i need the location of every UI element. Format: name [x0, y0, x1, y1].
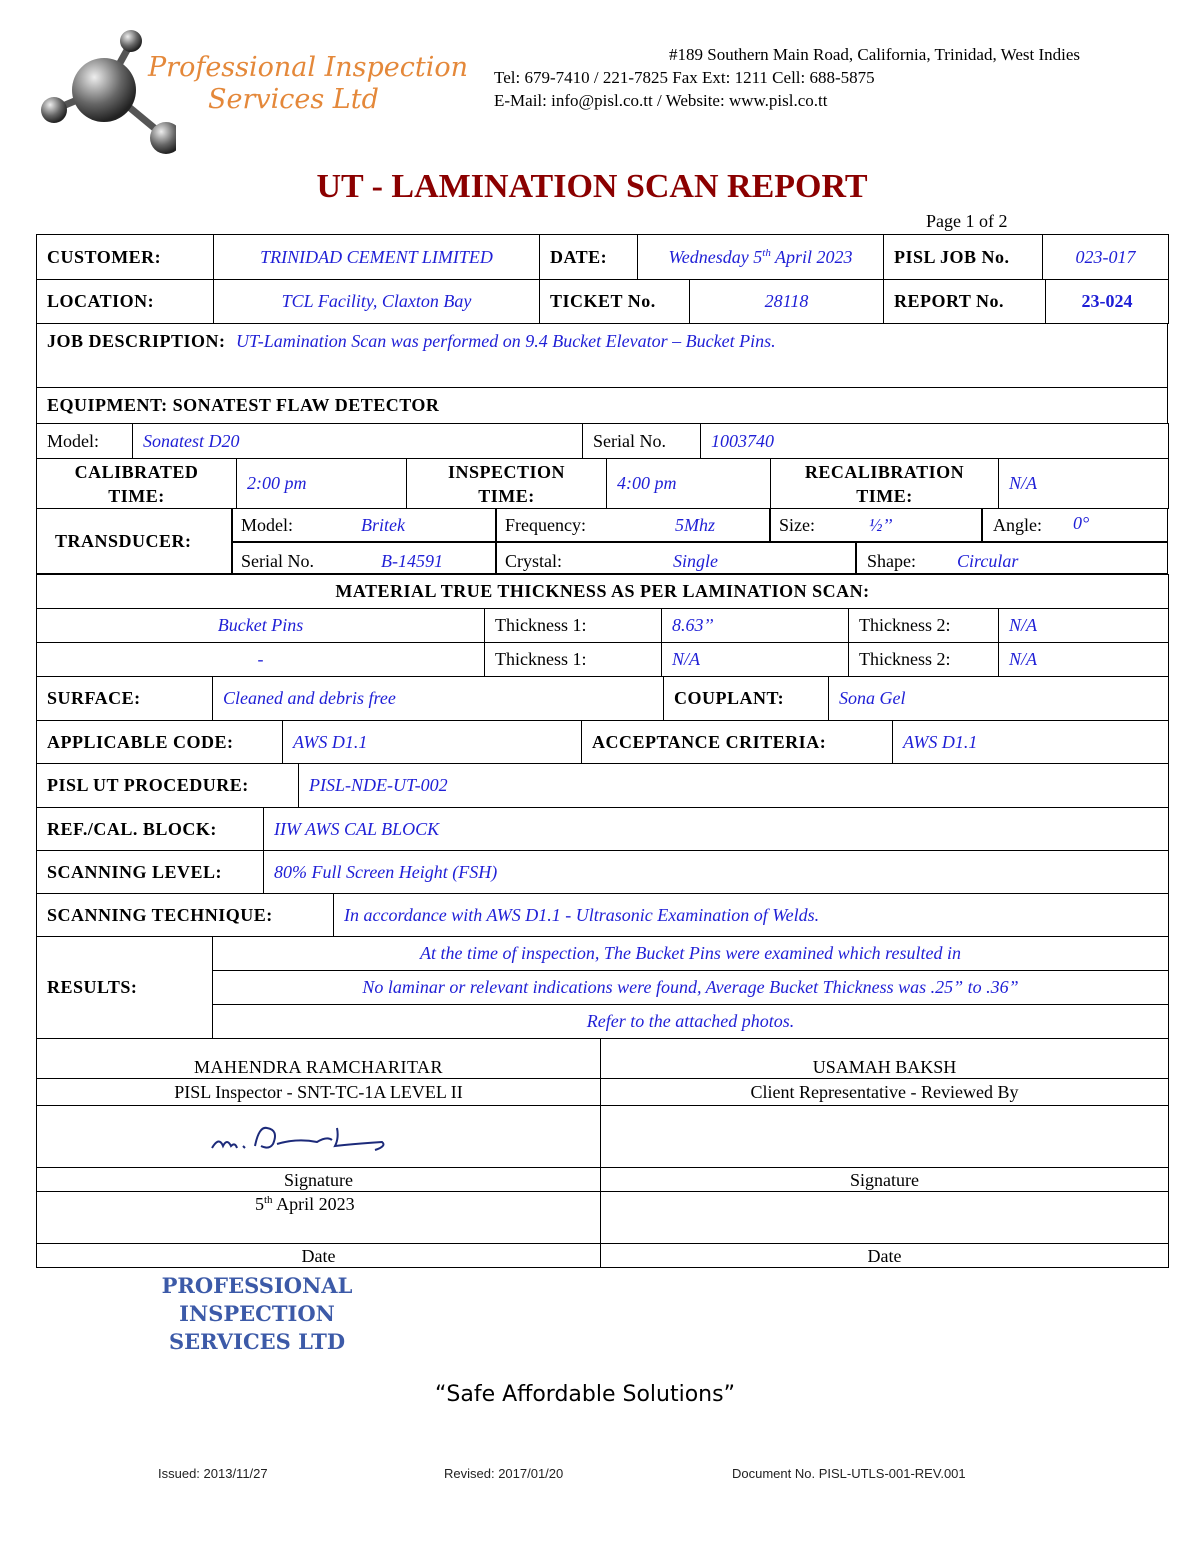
- email-line: E-Mail: info@pisl.co.tt / Website: www.pisl.co.tt: [494, 91, 828, 110]
- frequency-value: 5Mhz: [675, 515, 715, 535]
- client-role: Client Representative - Reviewed By: [601, 1079, 1169, 1106]
- procedure-value: PISL-NDE-UT-002: [299, 764, 1169, 808]
- job-description-cell: [37, 324, 1168, 388]
- report-no-label: REPORT No.: [884, 280, 1046, 324]
- results-line: At the time of inspection, The Bucket Pins were examined which resulted in: [213, 937, 1169, 971]
- block-label: REF./CAL. BLOCK:: [37, 808, 264, 851]
- couplant-label: COUPLANT:: [664, 677, 829, 721]
- angle-label: Angle:: [993, 515, 1042, 535]
- scanning-technique-value: In accordance with AWS D1.1 - Ultrasonic Examination of Welds.: [334, 894, 1169, 937]
- equipment-model-value: Sonatest D20: [133, 424, 583, 459]
- surface-value: Cleaned and debris free: [213, 677, 664, 721]
- recalibration-time-value: N/A: [999, 459, 1169, 509]
- inspector-date-label: Date: [37, 1244, 601, 1268]
- surface-label: SURFACE:: [37, 677, 213, 721]
- client-date-label: Date: [601, 1244, 1169, 1268]
- table-row: [37, 609, 1169, 643]
- thickness-2-value: N/A: [999, 643, 1169, 677]
- scanning-level-label: SCANNING LEVEL:: [37, 851, 264, 894]
- date-value: Wednesday 5th April 2023: [638, 235, 884, 280]
- thickness-table: [36, 574, 1169, 677]
- customer-value: TRINIDAD CEMENT LIMITED: [214, 235, 540, 280]
- company-name-line1: Professional Inspection: [148, 52, 469, 83]
- date-label: DATE:: [540, 235, 638, 280]
- company-name-line2: Services Ltd: [208, 84, 379, 115]
- size-value: ½’’: [869, 515, 893, 535]
- equipment-model-row: [36, 423, 1169, 459]
- frequency-label: Frequency:: [505, 515, 586, 535]
- thickness-1-value: 8.63’’: [662, 609, 849, 643]
- thickness-2-label: Thickness 2:: [849, 643, 999, 677]
- results-line: Refer to the attached photos.: [213, 1005, 1169, 1039]
- surface-row: [36, 676, 1169, 721]
- transducer-serial-label: Serial No.: [241, 551, 314, 571]
- code-row: [36, 720, 1169, 764]
- block-value: IIW AWS CAL BLOCK: [264, 808, 1169, 851]
- thickness-header: MATERIAL TRUE THICKNESS AS PER LAMINATION SCAN:: [37, 575, 1169, 609]
- thickness-1-value: N/A: [662, 643, 849, 677]
- thickness-item: Bucket Pins: [37, 609, 485, 643]
- page-number: Page 1 of 2: [926, 211, 1008, 231]
- procedure-row: [36, 763, 1169, 808]
- table-row: [37, 643, 1169, 677]
- company-name: [148, 52, 468, 116]
- footer-document: Document No. PISL-UTLS-001-REV.001: [732, 1466, 966, 1481]
- results-label: RESULTS:: [37, 937, 213, 1039]
- angle-value: 0°: [1073, 513, 1090, 533]
- stamp-line2: SERVICES LTD: [168, 1329, 346, 1354]
- transducer-model-value: Britek: [361, 515, 405, 535]
- inspector-role: PISL Inspector - SNT-TC-1A LEVEL II: [37, 1079, 601, 1106]
- location-value: TCL Facility, Claxton Bay: [214, 280, 540, 324]
- inspector-signature-label: Signature: [37, 1168, 601, 1192]
- customer-label: CUSTOMER:: [37, 235, 214, 280]
- inspector-date-value: 5th April 2023: [37, 1192, 601, 1244]
- thickness-item: -: [37, 643, 485, 677]
- job-no-value: 023-017: [1043, 235, 1169, 280]
- transducer-label: TRANSDUCER:: [55, 531, 192, 551]
- address-line: #189 Southern Main Road, California, Trinidad, West Indies: [669, 45, 1081, 64]
- customer-row: [36, 234, 1169, 280]
- acceptance-criteria-label: ACCEPTANCE CRITERIA:: [582, 721, 893, 764]
- transducer-block: [36, 508, 1168, 574]
- thickness-2-label: Thickness 2:: [849, 609, 999, 643]
- phone-line: Tel: 679-7410 / 221-7825 Fax Ext: 1211 Cell: 688-5875: [494, 68, 875, 87]
- scanning-level-value: 80% Full Screen Height (FSH): [264, 851, 1169, 894]
- inspection-time-label: INSPECTION TIME:: [407, 459, 607, 509]
- handwritten-signature: [207, 1116, 407, 1161]
- ticket-value: 28118: [690, 280, 884, 324]
- calibrated-time-value: 2:00 pm: [237, 459, 407, 509]
- signoff-table: [36, 1038, 1169, 1268]
- footer-revised: Revised: 2017/01/20: [444, 1466, 564, 1481]
- ticket-label: TICKET No.: [540, 280, 690, 324]
- procedure-label: PISL UT PROCEDURE:: [37, 764, 299, 808]
- company-contact: [494, 43, 1080, 112]
- acceptance-criteria-value: AWS D1.1: [893, 721, 1169, 764]
- shape-value: Circular: [957, 551, 1019, 571]
- block-row: [36, 807, 1169, 851]
- results-table: [36, 936, 1169, 1039]
- stamp-line1: PROFESSIONAL INSPECTION: [161, 1273, 353, 1326]
- slogan: “Safe Affordable Solutions”: [435, 1382, 735, 1407]
- equipment-model-label: Model:: [37, 424, 133, 459]
- results-line: No laminar or relevant indications were found, Average Bucket Thickness was .25” to .36”: [213, 971, 1169, 1005]
- job-no-label: PISL JOB No.: [884, 235, 1043, 280]
- client-signature-label: Signature: [601, 1168, 1169, 1192]
- report-title: UT - LAMINATION SCAN REPORT: [316, 168, 868, 205]
- crystal-label: Crystal:: [505, 551, 562, 571]
- transducer-model-label: Model:: [241, 515, 293, 535]
- applicable-code-value: AWS D1.1: [283, 721, 582, 764]
- location-row: [36, 279, 1169, 324]
- location-label: LOCATION:: [37, 280, 214, 324]
- couplant-value: Sona Gel: [829, 677, 1169, 721]
- report-no-value: 23-024: [1046, 280, 1169, 324]
- job-description-value: UT-Lamination Scan was performed on 9.4 Bucket Elevator – Bucket Pins.: [236, 331, 776, 351]
- company-stamp: [92, 1272, 422, 1356]
- job-description-label: JOB DESCRIPTION:: [47, 331, 226, 351]
- equipment-serial-value: 1003740: [701, 424, 1169, 459]
- transducer-serial-value: B-14591: [381, 551, 443, 571]
- client-signature-box: [601, 1106, 1169, 1168]
- thickness-1-label: Thickness 1:: [485, 609, 662, 643]
- shape-label: Shape:: [867, 551, 916, 571]
- equipment-label: EQUIPMENT: SONATEST FLAW DETECTOR: [37, 388, 1168, 424]
- thickness-1-label: Thickness 1:: [485, 643, 662, 677]
- footer-issued: Issued: 2013/11/27: [158, 1466, 268, 1481]
- technique-row: [36, 893, 1169, 937]
- recalibration-time-label: RECALIBRATION TIME:: [771, 459, 999, 509]
- job-description-row: [36, 323, 1168, 388]
- thickness-2-value: N/A: [999, 609, 1169, 643]
- timing-row: [36, 458, 1169, 509]
- inspector-name: MAHENDRA RAMCHARITAR: [37, 1039, 601, 1079]
- inspection-time-value: 4:00 pm: [607, 459, 771, 509]
- calibrated-time-label: CALIBRATED TIME:: [37, 459, 237, 509]
- client-date-value: [601, 1192, 1169, 1244]
- equipment-serial-label: Serial No.: [583, 424, 701, 459]
- level-row: [36, 850, 1169, 894]
- applicable-code-label: APPLICABLE CODE:: [37, 721, 283, 764]
- scanning-technique-label: SCANNING TECHNIQUE:: [37, 894, 334, 937]
- client-name: USAMAH BAKSH: [601, 1039, 1169, 1079]
- equipment-row: [36, 387, 1168, 424]
- inspector-signature-box: [37, 1106, 601, 1168]
- size-label: Size:: [779, 515, 815, 535]
- crystal-value: Single: [673, 551, 718, 571]
